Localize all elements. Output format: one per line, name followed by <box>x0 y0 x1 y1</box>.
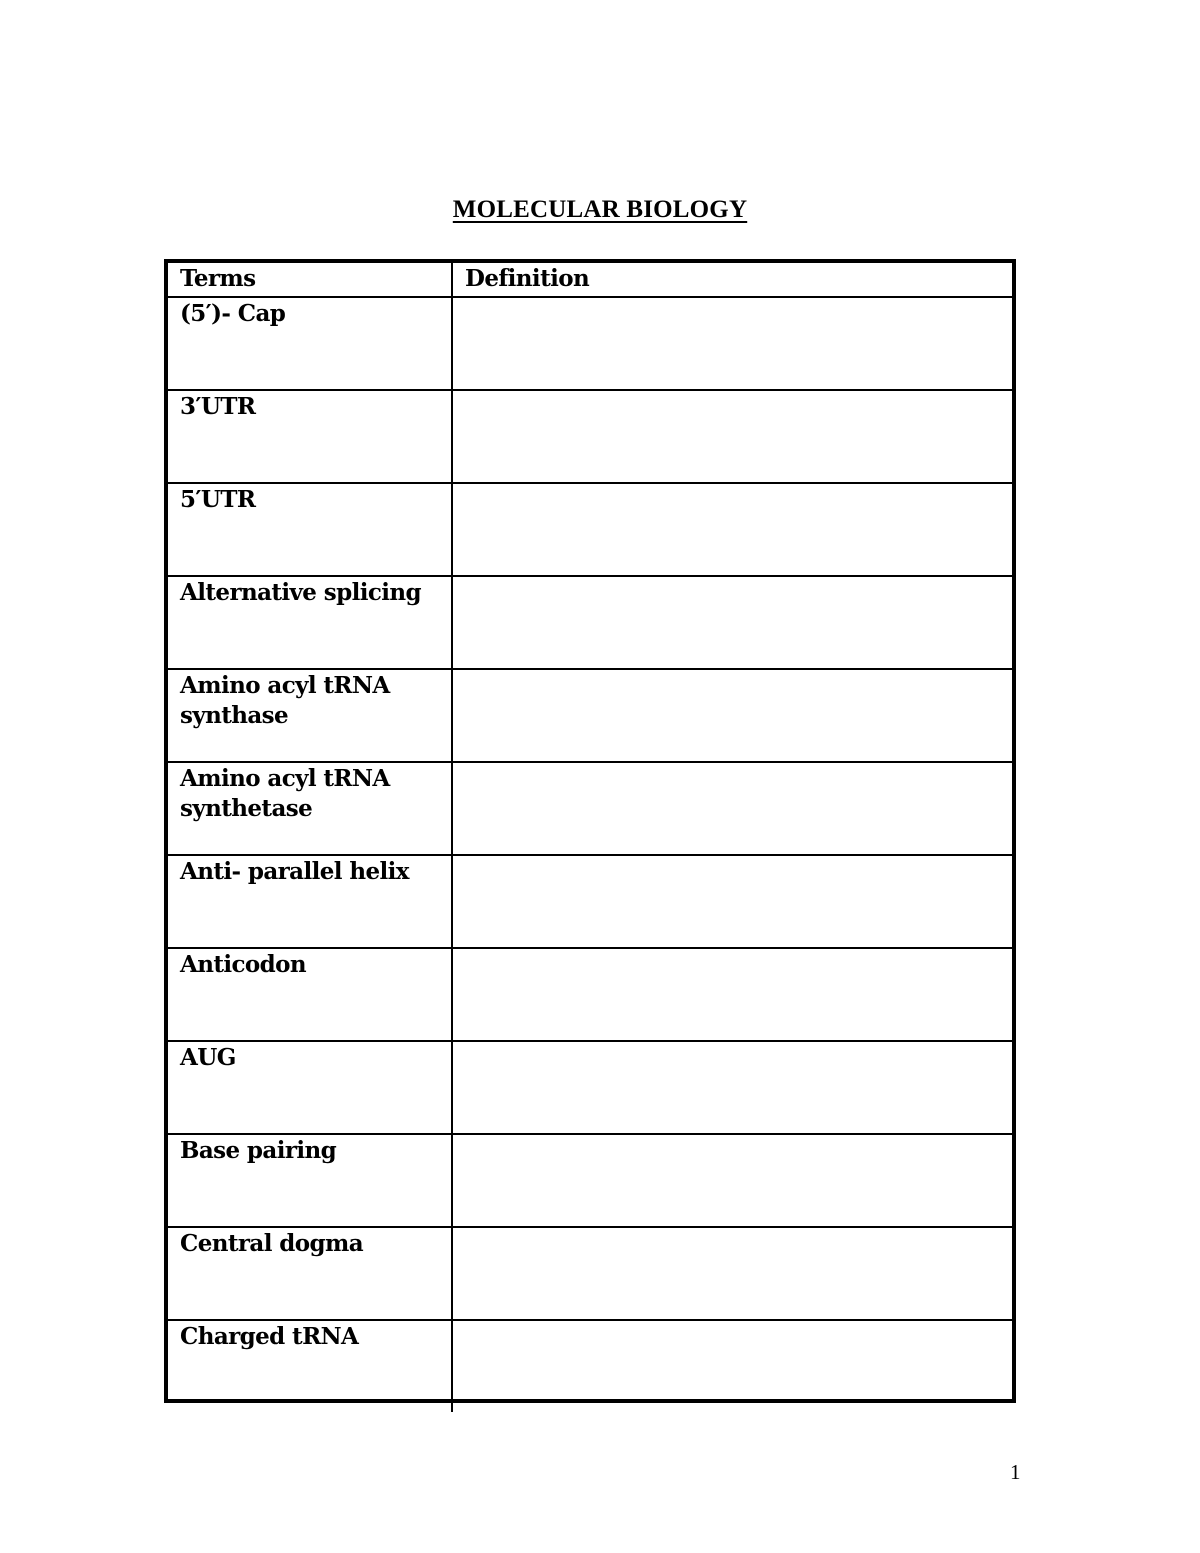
table-row <box>168 297 1012 390</box>
term-cell: Central dogma <box>168 1227 452 1320</box>
term-cell: AUG <box>168 1041 452 1134</box>
table-row <box>168 669 1012 762</box>
table-row <box>168 1227 1012 1320</box>
terms-table-grid <box>168 263 1012 1412</box>
header-terms: Terms <box>168 263 452 297</box>
table-row <box>168 762 1012 855</box>
term-cell: 3′UTR <box>168 390 452 483</box>
table-row <box>168 390 1012 483</box>
definition-cell[interactable] <box>452 297 1012 390</box>
term-cell: Base pairing <box>168 1134 452 1227</box>
table-row <box>168 855 1012 948</box>
page-title: MOLECULAR BIOLOGY <box>452 196 748 223</box>
term-cell: Anti- parallel helix <box>168 855 452 948</box>
definition-cell[interactable] <box>452 1227 1012 1320</box>
term-cell: (5′)- Cap <box>168 297 452 390</box>
definition-cell[interactable] <box>452 1320 1012 1412</box>
definition-cell[interactable] <box>452 762 1012 855</box>
table-header-row <box>168 263 1012 297</box>
term-cell: Amino acyl tRNA synthase <box>168 669 452 762</box>
definition-cell[interactable] <box>452 948 1012 1041</box>
table-row <box>168 576 1012 669</box>
definition-cell[interactable] <box>452 1134 1012 1227</box>
definition-cell[interactable] <box>452 855 1012 948</box>
header-definition: Definition <box>452 263 1012 297</box>
definition-cell[interactable] <box>452 1041 1012 1134</box>
table-row <box>168 1134 1012 1227</box>
definition-cell[interactable] <box>452 669 1012 762</box>
table-row <box>168 1320 1012 1412</box>
definition-cell[interactable] <box>452 576 1012 669</box>
definition-cell[interactable] <box>452 483 1012 576</box>
term-cell: Alternative splicing <box>168 576 452 669</box>
term-cell: Charged tRNA <box>168 1320 452 1412</box>
table-row <box>168 948 1012 1041</box>
table-row <box>168 1041 1012 1134</box>
term-cell: Amino acyl tRNA synthetase <box>168 762 452 855</box>
term-cell: Anticodon <box>168 948 452 1041</box>
page-number: 1 <box>1010 1460 1021 1484</box>
definition-cell[interactable] <box>452 390 1012 483</box>
terms-table <box>164 259 1016 1403</box>
table-row <box>168 483 1012 576</box>
term-cell: 5′UTR <box>168 483 452 576</box>
